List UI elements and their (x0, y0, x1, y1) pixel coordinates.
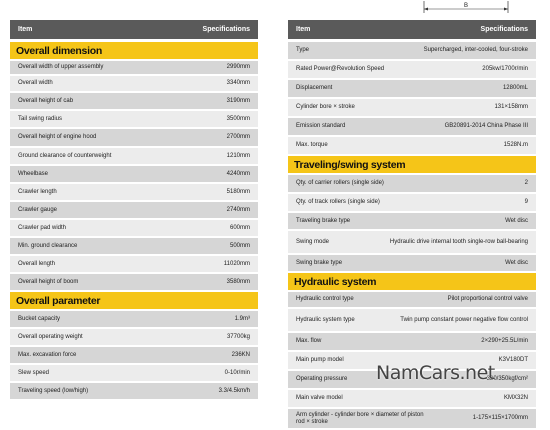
section-title: Overall dimension (10, 42, 258, 59)
row-label: Tail swing radius (18, 115, 63, 122)
table-row (10, 238, 258, 254)
row-label: Max. excavation force (18, 351, 77, 358)
row-value: 1.9m³ (234, 315, 250, 322)
row-label: Overall length (18, 260, 56, 267)
table-row (288, 333, 536, 350)
watermark: NamCars.net (376, 362, 495, 384)
row-value: 1210mm (226, 152, 250, 159)
row-label: Swing brake type (296, 259, 343, 266)
row-value: 205kw/1700r/min (482, 66, 528, 73)
table-row (10, 61, 258, 74)
row-label: Max. torque (296, 142, 328, 149)
row-value: 3580mm (226, 278, 250, 285)
row-value: 5180mm (226, 188, 250, 195)
row-label: Hydraulic system type (296, 316, 355, 323)
table-row (288, 99, 536, 116)
row-value: 9 (524, 199, 528, 206)
row-value: 4240mm (226, 170, 250, 177)
row-value: 3190mm (226, 97, 250, 104)
row-label: Max. flow (296, 338, 322, 345)
table-row (288, 213, 536, 229)
row-value: 131×158mm (494, 104, 528, 111)
row-label: Ground clearance of counterweight (18, 152, 112, 159)
table-row (10, 347, 258, 363)
row-label: Hydraulic control type (296, 296, 354, 303)
row-value: 11020mm (223, 260, 250, 267)
row-value: Wet disc (505, 217, 528, 224)
row-value: 2740mm (226, 206, 250, 213)
header-item: Item (296, 26, 311, 33)
row-value: 2×290+25.5L/min (481, 338, 528, 345)
section-title: Hydraulic system (288, 273, 536, 290)
row-value: Wet disc (505, 259, 528, 266)
table-row (288, 292, 536, 307)
row-label: Overall height of boom (18, 278, 79, 285)
table-row (288, 231, 536, 253)
row-value: 3.3/4.5km/h (218, 387, 250, 394)
left-spec-table (10, 20, 258, 401)
row-value: KMX32N (503, 395, 528, 402)
table-row (10, 76, 258, 91)
header-specifications: Specifications (480, 26, 528, 33)
table-row (10, 202, 258, 218)
row-value: 2990mm (226, 64, 250, 71)
row-value: 0-10r/min (224, 369, 250, 376)
row-value: 37700kg (226, 333, 250, 340)
table-row (10, 129, 258, 146)
table-row (10, 274, 258, 290)
table-row (288, 118, 536, 135)
table-row (288, 255, 536, 271)
table-row (10, 383, 258, 399)
table-row (10, 311, 258, 327)
section-title: Traveling/swing system (288, 156, 536, 173)
table-row (10, 148, 258, 164)
row-label: Main valve model (296, 395, 343, 402)
row-value: 500mm (229, 242, 250, 249)
table-row (288, 80, 536, 97)
table-row (288, 175, 536, 192)
row-value: 12800mL (502, 85, 528, 92)
table-row (10, 93, 258, 109)
row-label: Traveling brake type (296, 217, 351, 224)
row-label: Bucket capacity (18, 315, 61, 322)
diagram-label: B (463, 3, 469, 9)
row-label: Swing mode (296, 238, 330, 245)
row-value: 320/350kgf/cm² (486, 376, 528, 383)
header-item: Item (18, 26, 33, 33)
left-table-header (10, 20, 258, 39)
dimension-diagram (422, 0, 510, 14)
row-label: Crawler pad width (18, 224, 67, 231)
row-label: Displacement (296, 85, 333, 92)
row-value: Supercharged, inter-cooled, four-stroke (423, 47, 528, 54)
table-row (288, 390, 536, 407)
table-row (10, 329, 258, 345)
row-value: 600mm (229, 224, 250, 231)
table-row (288, 309, 536, 331)
row-label: Emission standard (296, 123, 346, 130)
table-row (288, 61, 536, 78)
row-label: Overall width (18, 80, 53, 87)
row-value: Pilot proportional control valve (447, 296, 528, 303)
row-label: Arm cylinder - cylinder bore × diameter of piston rod × stroke (296, 411, 424, 425)
row-value: 236KN (231, 351, 250, 358)
row-label: Type (296, 47, 310, 54)
row-label: Crawler gauge (18, 206, 58, 213)
row-value: 2 (524, 180, 528, 187)
row-value: K3V180DT (498, 357, 528, 364)
row-label: Overall height of cab (18, 97, 74, 104)
row-label: Overall width of upper assembly (18, 64, 104, 71)
row-value: Twin pump constant power negative flow control (400, 316, 528, 323)
row-value: 2700mm (226, 134, 250, 141)
row-value: GB20891-2014 China Phase III (444, 123, 528, 130)
row-label: Cylinder bore × stroke (296, 104, 355, 111)
row-label: Qty. of track rollers (single side) (296, 199, 380, 206)
right-table-header (288, 20, 536, 39)
row-label: Slew speed (18, 369, 50, 376)
row-label: Wheelbase (18, 170, 49, 177)
table-row (288, 194, 536, 211)
table-row (10, 256, 258, 272)
table-row (10, 220, 258, 236)
table-row (288, 409, 536, 428)
row-label: Qty. of carrier rollers (single side) (296, 180, 384, 187)
table-row (288, 137, 536, 154)
table-row (10, 365, 258, 381)
row-value: Hydraulic drive internal tooth single-row ball-bearing (389, 238, 528, 245)
row-label: Rated Power@Revolution Speed (296, 66, 385, 73)
row-value: 1528N.m (503, 142, 528, 149)
table-row (10, 184, 258, 200)
row-label: Min. ground clearance (18, 242, 78, 249)
row-label: Traveling speed (low/high) (18, 387, 89, 394)
section-title: Overall parameter (10, 292, 258, 309)
row-value: 3500mm (226, 115, 250, 122)
row-value: 3340mm (226, 80, 250, 87)
header-specifications: Specifications (202, 26, 250, 33)
row-label: Main pump model (296, 357, 344, 364)
row-label: Operating pressure (296, 376, 348, 383)
table-row (10, 111, 258, 127)
row-label: Overall height of engine hood (18, 134, 97, 141)
row-label: Crawler length (18, 188, 57, 195)
row-label: Overall operating weight (18, 333, 83, 340)
row-value: 1-175×115×1700mm (472, 415, 528, 422)
table-row (10, 166, 258, 182)
table-row (288, 42, 536, 59)
